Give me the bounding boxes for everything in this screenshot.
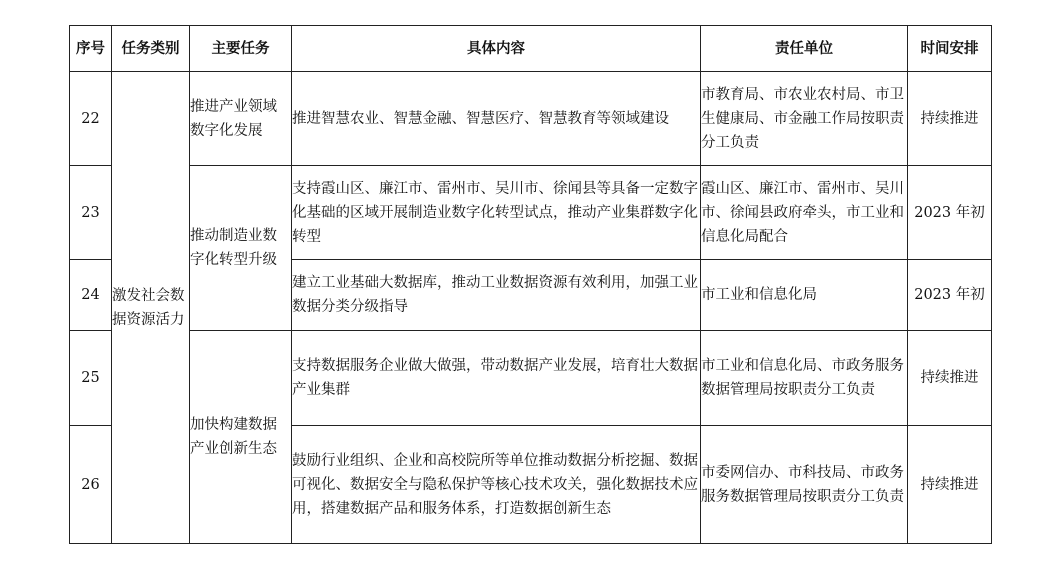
row-num: 22	[70, 72, 112, 166]
responsible-unit: 市教育局、市农业农村局、市卫生健康局、市金融工作局按职责分工负责	[701, 72, 908, 166]
task-content: 支持霞山区、廉江市、雷州市、吴川市、徐闻县等具备一定数字化基础的区域开展制造业数字化转型试点，推动产业集群数字化转型	[292, 166, 701, 260]
header-time: 时间安排	[908, 26, 992, 72]
responsible-unit: 市工业和信息化局	[701, 260, 908, 331]
task-content: 支持数据服务企业做大做强，带动数据产业发展，培育壮大数据产业集群	[292, 331, 701, 426]
task-content: 鼓励行业组织、企业和高校院所等单位推动数据分析挖掘、数据可视化、数据安全与隐私保护等核心技术攻关，强化数据技术应用，搭建数据产品和服务体系，打造数据创新生态	[292, 426, 701, 544]
header-content: 具体内容	[292, 26, 701, 72]
row-num: 25	[70, 331, 112, 426]
row-num: 26	[70, 426, 112, 544]
main-task: 加快构建数据产业创新生态	[190, 331, 292, 544]
main-task: 推动制造业数字化转型升级	[190, 166, 292, 331]
table-header-row	[70, 26, 992, 72]
schedule: 持续推进	[908, 426, 992, 544]
header-category: 任务类别	[112, 26, 190, 72]
table-row	[70, 331, 992, 426]
task-category: 激发社会数据资源活力	[112, 72, 190, 544]
header-main-task: 主要任务	[190, 26, 292, 72]
header-unit: 责任单位	[701, 26, 908, 72]
table-row	[70, 72, 992, 166]
row-num: 24	[70, 260, 112, 331]
responsible-unit: 市委网信办、市科技局、市政务服务数据管理局按职责分工负责	[701, 426, 908, 544]
task-content: 推进智慧农业、智慧金融、智慧医疗、智慧教育等领域建设	[292, 72, 701, 166]
task-table	[69, 25, 992, 544]
main-task: 推进产业领域数字化发展	[190, 72, 292, 166]
row-num: 23	[70, 166, 112, 260]
responsible-unit: 市工业和信息化局、市政务服务数据管理局按职责分工负责	[701, 331, 908, 426]
schedule: 2023 年初	[908, 166, 992, 260]
schedule: 持续推进	[908, 331, 992, 426]
table-row	[70, 166, 992, 260]
schedule: 2023 年初	[908, 260, 992, 331]
responsible-unit: 霞山区、廉江市、雷州市、吴川市、徐闻县政府牵头，市工业和信息化局配合	[701, 166, 908, 260]
schedule: 持续推进	[908, 72, 992, 166]
header-num: 序号	[70, 26, 112, 72]
task-content: 建立工业基础大数据库，推动工业数据资源有效利用，加强工业数据分类分级指导	[292, 260, 701, 331]
